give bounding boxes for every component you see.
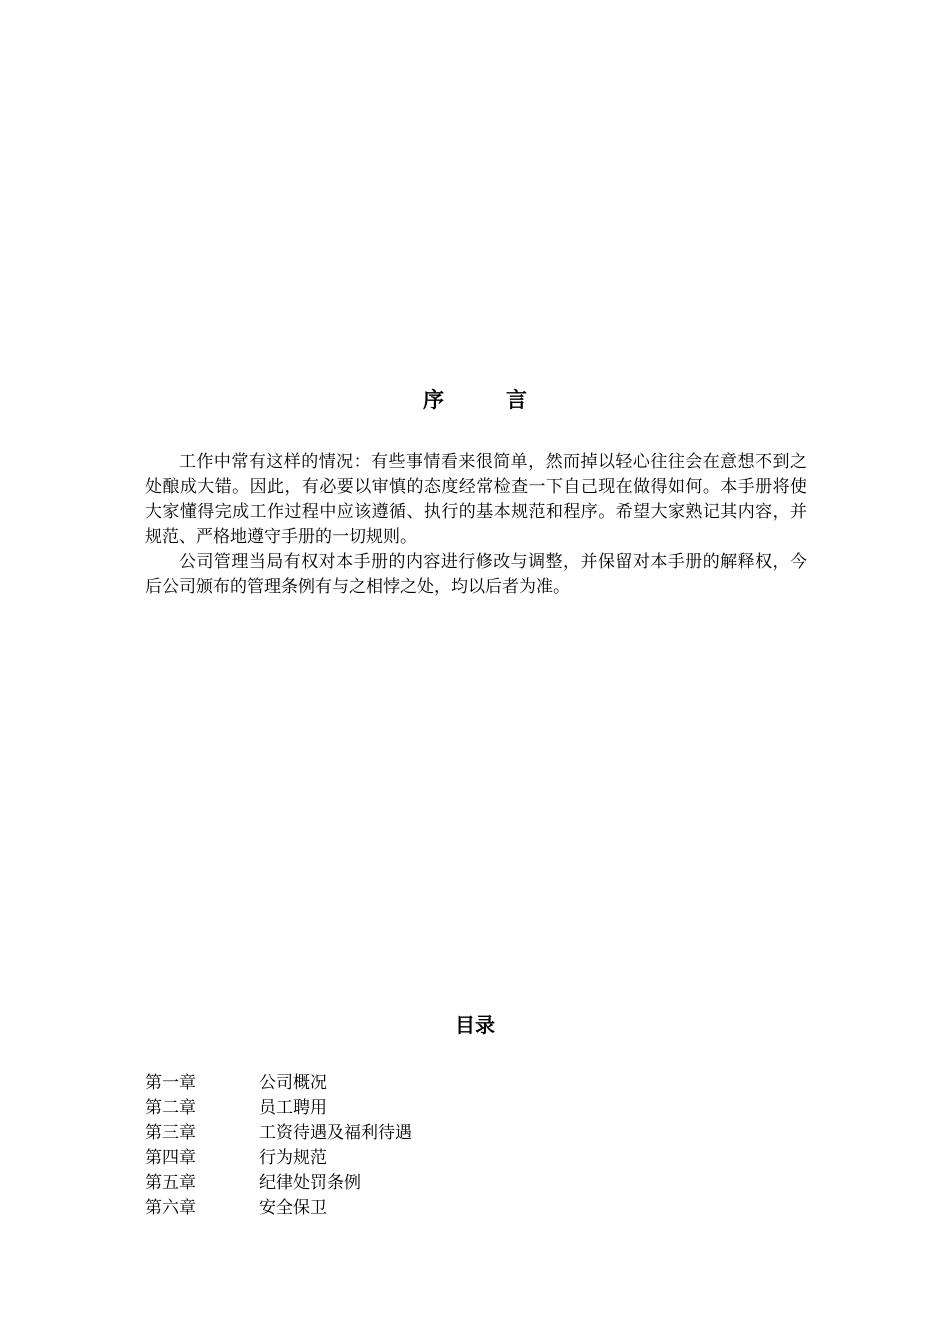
toc-chapter-number: 第五章 [145, 1173, 196, 1193]
toc-item-chapter-6 [145, 1196, 645, 1221]
toc-chapter-number: 第四章 [145, 1148, 196, 1168]
toc-item-chapter-2 [145, 1096, 645, 1121]
preface-paragraph-2: 公司管理当局有权对本手册的内容进行修改与调整，并保留对本手册的解释权，今后公司颁布的管理条例有与之相悖之处，均以后者为准。 [145, 552, 807, 597]
toc-chapter-name: 员工聘用 [259, 1098, 327, 1118]
toc-chapter-name: 工资待遇及福利待遇 [259, 1123, 412, 1143]
toc-chapter-name: 纪律处罚条例 [259, 1173, 361, 1193]
toc-item-chapter-5 [145, 1171, 645, 1196]
preface-title [0, 384, 950, 414]
toc-chapter-number: 第六章 [145, 1198, 196, 1218]
toc-item-chapter-1 [145, 1071, 645, 1096]
preface-body [145, 450, 807, 600]
toc-chapter-number: 第三章 [145, 1123, 196, 1143]
toc-title: 目录 [455, 1013, 495, 1037]
toc-chapter-number: 第一章 [145, 1073, 196, 1093]
preface-paragraph-1: 工作中常有这样的情况：有些事情看来很简单，然而掉以轻心往往会在意想不到之处酿成大错。因此，有必要以审慎的态度经常检查一下自己现在做得如何。本手册将使大家懂得完成工作过程中应该遵循、执行的基本规范和程序。希望大家熟记其内容，并规范、严格地遵守手册的一切规则。 [145, 452, 807, 547]
toc-chapter-name: 行为规范 [259, 1148, 327, 1168]
toc-item-chapter-3 [145, 1121, 645, 1146]
toc-item-chapter-4 [145, 1146, 645, 1171]
toc-list [145, 1071, 645, 1221]
toc-chapter-name: 安全保卫 [259, 1198, 327, 1218]
preface-title-char-1: 序 [423, 387, 444, 412]
toc-chapter-name: 公司概况 [259, 1073, 327, 1093]
preface-title-char-2: 言 [506, 387, 527, 412]
toc-chapter-number: 第二章 [145, 1098, 196, 1118]
